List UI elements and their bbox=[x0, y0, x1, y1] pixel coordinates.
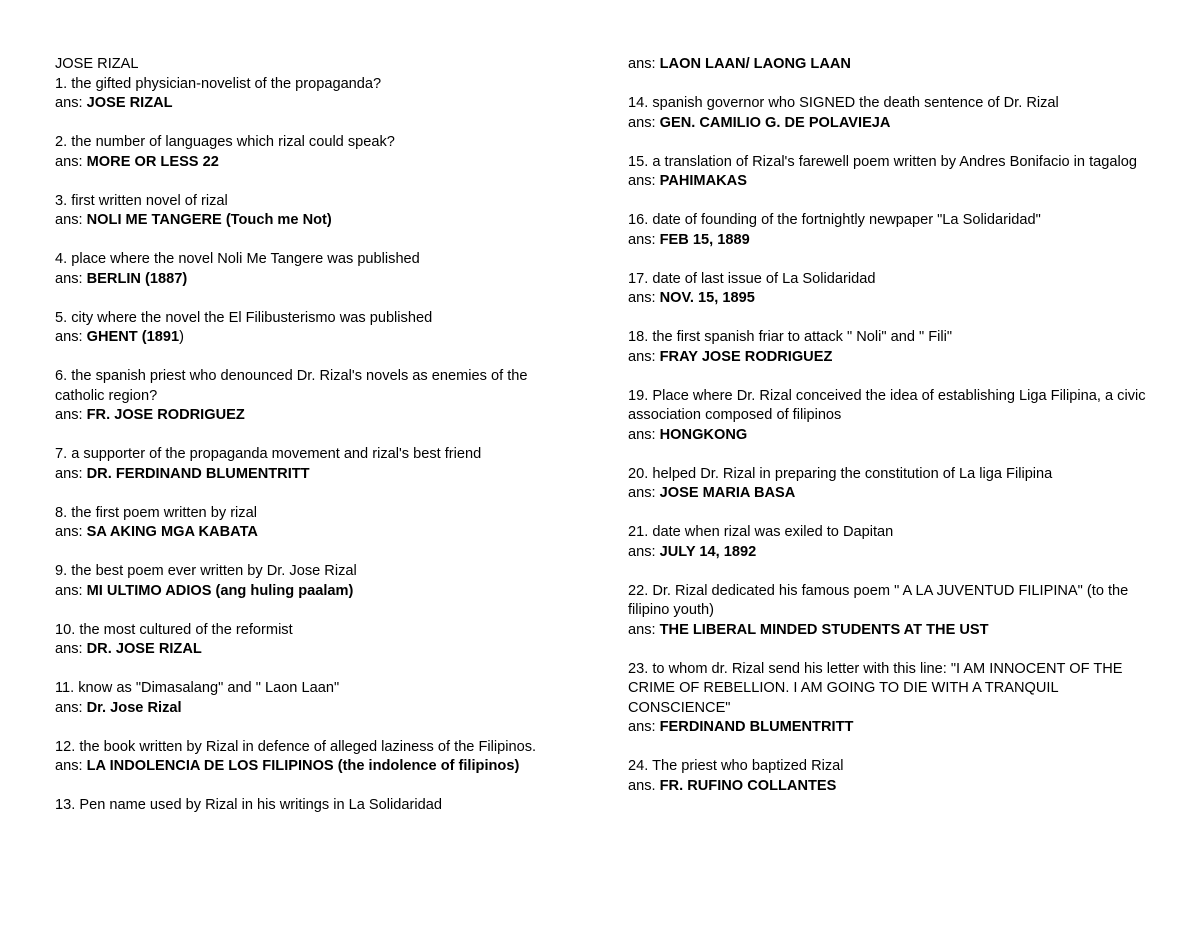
answer-text: BERLIN (1887) bbox=[86, 270, 188, 287]
right-column bbox=[628, 55, 1153, 816]
answer-22 bbox=[628, 621, 1153, 641]
question-14: 14. spanish governor who SIGNED the death sentence of Dr. Rizal bbox=[628, 95, 1059, 111]
answer-text: THE LIBERAL MINDED STUDENTS AT THE UST bbox=[659, 621, 989, 638]
answer-label: ans: bbox=[55, 641, 87, 657]
answer-label: ans: bbox=[55, 270, 87, 287]
answer-label: ans: bbox=[628, 173, 660, 189]
answer-label: ans: bbox=[628, 114, 660, 131]
qa-item-5 bbox=[55, 309, 580, 348]
question-23: 23. to whom dr. Rizal send his letter with this line: "I AM INNOCENT OF THE CRIME OF REBELLION. I AM GOING TO DIE WITH A TRANQUIL CONSCIENCE" bbox=[628, 660, 1127, 716]
question-17: 17. date of last issue of La Solidaridad bbox=[628, 270, 876, 287]
qa-item-13-answer bbox=[628, 55, 1153, 75]
qa-item-17 bbox=[628, 270, 1153, 309]
answer-label: ans: bbox=[628, 621, 660, 638]
answer-4 bbox=[55, 270, 580, 290]
qa-item-20 bbox=[628, 465, 1153, 504]
answer-text: DR. JOSE RIZAL bbox=[86, 641, 202, 657]
answer-11 bbox=[55, 699, 580, 719]
question-22: 22. Dr. Rizal dedicated his famous poem " A LA JUVENTUD FILIPINA" (to the filipino youth) bbox=[628, 582, 1133, 618]
answer-text: FR. RUFINO COLLANTES bbox=[659, 777, 837, 794]
answer-7 bbox=[55, 465, 580, 485]
answer-15 bbox=[628, 172, 1153, 192]
qa-item-22 bbox=[628, 582, 1153, 641]
answer-label: ans: bbox=[55, 153, 87, 170]
answer-label: ans: bbox=[55, 212, 87, 228]
answer-18 bbox=[628, 348, 1153, 368]
qa-item-2 bbox=[55, 133, 580, 172]
question-8: 8. the first poem written by rizal bbox=[55, 504, 257, 521]
qa-item-8 bbox=[55, 504, 580, 543]
question-12: 12. the book written by Rizal in defence of alleged laziness of the Filipinos. bbox=[55, 738, 537, 755]
qa-item-10 bbox=[55, 621, 580, 660]
question-3: 3. first written novel of rizal bbox=[55, 192, 228, 209]
question-21: 21. date when rizal was exiled to Dapitan bbox=[628, 524, 894, 540]
answer-12 bbox=[55, 757, 580, 777]
qa-item-11 bbox=[55, 679, 580, 718]
answer-text: JULY 14, 1892 bbox=[659, 543, 757, 560]
answer-label: ans: bbox=[55, 465, 87, 482]
qa-item-15 bbox=[628, 153, 1153, 192]
answer-label: ans: bbox=[55, 95, 87, 111]
document-heading: JOSE RIZAL bbox=[55, 56, 139, 72]
qa-item-18 bbox=[628, 328, 1153, 367]
answer-1 bbox=[55, 94, 580, 114]
answer-6 bbox=[55, 406, 580, 426]
answer-24 bbox=[628, 777, 1153, 797]
answer-label: ans. bbox=[628, 777, 660, 794]
answer-label: ans: bbox=[55, 758, 87, 774]
answer-8 bbox=[55, 523, 580, 543]
answer-label: ans: bbox=[628, 290, 660, 306]
question-15: 15. a translation of Rizal's farewell poem written by Andres Bonifacio in tagalog bbox=[628, 153, 1137, 170]
answer-label: ans: bbox=[55, 582, 87, 599]
answer-16 bbox=[628, 231, 1153, 251]
question-13: 13. Pen name used by Rizal in his writings in La Solidaridad bbox=[55, 797, 442, 813]
answer-text: FEB 15, 1889 bbox=[659, 231, 750, 248]
answer-text: JOSE RIZAL bbox=[86, 95, 173, 111]
answer-text: MORE OR LESS 22 bbox=[86, 153, 219, 170]
answer-23 bbox=[628, 718, 1153, 738]
answer-13 bbox=[628, 55, 1153, 75]
answer-text: NOLI ME TANGERE (Touch me Not) bbox=[86, 212, 332, 228]
question-1: 1. the gifted physician-novelist of the propaganda? bbox=[55, 75, 382, 92]
answer-text: LAON LAAN/ LAONG LAAN bbox=[659, 56, 851, 72]
answer-label: ans: bbox=[628, 348, 660, 365]
answer-text: DR. FERDINAND BLUMENTRITT bbox=[86, 465, 310, 482]
left-column bbox=[55, 55, 580, 835]
answer-text: NOV. 15, 1895 bbox=[659, 290, 755, 306]
qa-item-24 bbox=[628, 757, 1153, 796]
question-24: 24. The priest who baptized Rizal bbox=[628, 758, 844, 774]
answer-label: ans: bbox=[628, 231, 660, 248]
answer-19 bbox=[628, 426, 1153, 446]
answer-5 bbox=[55, 328, 580, 348]
question-19: 19. Place where Dr. Rizal conceived the idea of establishing Liga Filipina, a civic association composed of filipinos bbox=[628, 387, 1150, 423]
question-18: 18. the first spanish friar to attack " Noli" and " Fili" bbox=[628, 329, 953, 345]
question-10: 10. the most cultured of the reformist bbox=[55, 621, 293, 638]
qa-item-3 bbox=[55, 192, 580, 231]
answer-14 bbox=[628, 114, 1153, 134]
answer-text: GHENT (1891 bbox=[86, 329, 180, 345]
answer-text: LA INDOLENCIA DE LOS FILIPINOS (the indolence of filipinos) bbox=[86, 758, 520, 774]
answer-17 bbox=[628, 289, 1153, 309]
qa-item-21 bbox=[628, 523, 1153, 562]
answer-10 bbox=[55, 640, 580, 660]
question-7: 7. a supporter of the propaganda movement and rizal's best friend bbox=[55, 446, 482, 462]
qa-item-23 bbox=[628, 660, 1153, 738]
answer-label: ans: bbox=[55, 407, 87, 423]
answer-9 bbox=[55, 582, 580, 602]
answer-text: JOSE MARIA BASA bbox=[659, 485, 796, 501]
qa-item-14 bbox=[628, 94, 1153, 133]
answer-text: GEN. CAMILIO G. DE POLAVIEJA bbox=[659, 114, 891, 131]
answer-text: FERDINAND BLUMENTRITT bbox=[659, 719, 854, 735]
answer-label: ans: bbox=[628, 543, 660, 560]
question-6: 6. the spanish priest who denounced Dr. Rizal's novels as enemies of the catholic region? bbox=[55, 368, 532, 404]
answer-text: HONGKONG bbox=[659, 426, 748, 443]
qa-item-12 bbox=[55, 738, 580, 777]
answer-text: FRAY JOSE RODRIGUEZ bbox=[659, 348, 833, 365]
question-4: 4. place where the novel Noli Me Tangere was published bbox=[55, 251, 420, 267]
heading-block bbox=[55, 55, 580, 114]
answer-label: ans: bbox=[628, 719, 660, 735]
answer-3 bbox=[55, 211, 580, 231]
qa-item-6 bbox=[55, 367, 580, 426]
answer-label: ans: bbox=[628, 426, 660, 443]
question-20: 20. helped Dr. Rizal in preparing the constitution of La liga Filipina bbox=[628, 465, 1053, 482]
answer-suffix: ) bbox=[179, 329, 184, 345]
question-16: 16. date of founding of the fortnightly newpaper "La Solidaridad" bbox=[628, 212, 1041, 228]
answer-20 bbox=[628, 484, 1153, 504]
qa-item-4 bbox=[55, 250, 580, 289]
answer-21 bbox=[628, 543, 1153, 563]
question-2: 2. the number of languages which rizal could speak? bbox=[55, 134, 395, 150]
answer-label: ans: bbox=[628, 56, 660, 72]
qa-item-9 bbox=[55, 562, 580, 601]
answer-text: PAHIMAKAS bbox=[659, 173, 747, 189]
answer-text: FR. JOSE RODRIGUEZ bbox=[86, 407, 245, 423]
answer-2 bbox=[55, 153, 580, 173]
qa-item-16 bbox=[628, 211, 1153, 250]
answer-label: ans: bbox=[55, 329, 87, 345]
answer-label: ans: bbox=[55, 699, 87, 716]
question-9: 9. the best poem ever written by Dr. Jose Rizal bbox=[55, 563, 357, 579]
question-11: 11. know as "Dimasalang" and " Laon Laan" bbox=[55, 680, 340, 696]
question-5: 5. city where the novel the El Filibusterismo was published bbox=[55, 309, 433, 326]
answer-label: ans: bbox=[55, 524, 87, 540]
answer-label: ans: bbox=[628, 485, 660, 501]
qa-item-19 bbox=[628, 387, 1153, 446]
qa-item-7 bbox=[55, 445, 580, 484]
answer-text: MI ULTIMO ADIOS (ang huling paalam) bbox=[86, 582, 354, 599]
qa-item-13 bbox=[55, 796, 580, 816]
answer-text: SA AKING MGA KABATA bbox=[86, 524, 258, 540]
answer-text: Dr. Jose Rizal bbox=[86, 699, 182, 716]
